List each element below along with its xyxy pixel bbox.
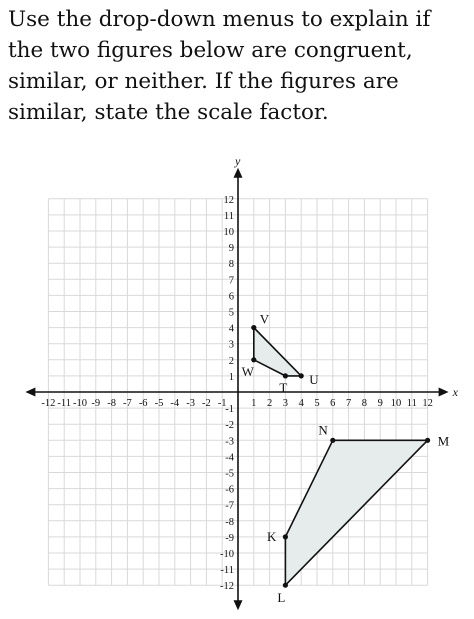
y-tick-label: 11 <box>223 210 234 222</box>
vertex-label: M <box>437 433 450 449</box>
x-tick-label: -11 <box>57 398 72 409</box>
y-tick-label: -8 <box>225 516 234 528</box>
vertex-point <box>283 583 288 588</box>
y-tick-label: 6 <box>228 291 234 303</box>
x-tick-label: -3 <box>186 398 195 409</box>
vertex-point <box>283 534 288 539</box>
x-tick-label: 2 <box>266 398 273 409</box>
x-tick-label: -10 <box>73 398 87 409</box>
y-axis-label: y <box>235 153 241 168</box>
figure-polygon <box>285 440 427 585</box>
x-tick-label: 6 <box>330 398 336 409</box>
x-tick-label: 1 <box>251 398 257 409</box>
y-tick-label: -6 <box>225 484 234 496</box>
vertex-point <box>330 438 335 443</box>
x-tick-label: -5 <box>154 398 164 409</box>
x-tick-label: -12 <box>41 398 56 409</box>
x-tick-label: -2 <box>202 398 211 409</box>
x-tick-label: 3 <box>282 398 289 409</box>
y-tick-label: -3 <box>225 436 234 448</box>
y-tick-label: -4 <box>225 452 234 464</box>
y-tick-label: 3 <box>228 339 234 351</box>
y-tick-label: -11 <box>220 565 234 577</box>
y-tick-label: 1 <box>228 371 234 383</box>
vertex-label: U <box>309 371 319 387</box>
vertex-point <box>299 373 304 378</box>
y-tick-label: -1 <box>225 404 234 416</box>
x-tick-label: -9 <box>91 398 101 409</box>
y-tick-label: 2 <box>228 355 234 367</box>
vertex-label: N <box>318 422 328 438</box>
x-tick-label: 9 <box>377 398 383 409</box>
x-tick-label: 11 <box>406 398 417 409</box>
x-tick-label: -1 <box>217 398 227 409</box>
figure-polygon <box>254 328 301 376</box>
y-tick-label: -5 <box>225 468 234 480</box>
vertex-point <box>425 438 430 443</box>
y-axis-arrow-up <box>234 168 243 178</box>
vertex-label: T <box>279 379 288 395</box>
y-axis-arrow-down <box>234 600 243 610</box>
x-axis-label: x <box>452 385 458 399</box>
vertex-point <box>283 373 288 378</box>
y-tick-label: 7 <box>228 275 234 287</box>
x-tick-label: -7 <box>123 398 132 409</box>
vertex-point <box>251 357 256 362</box>
x-axis-arrow-left <box>25 388 35 397</box>
x-tick-label: -6 <box>138 398 148 409</box>
x-tick-label: -4 <box>170 398 180 409</box>
y-tick-label: -12 <box>220 581 234 593</box>
vertex-label: L <box>277 590 286 606</box>
tick-labels <box>41 195 432 592</box>
figures <box>242 312 450 606</box>
vertex-label: W <box>241 363 254 379</box>
x-tick-label: 10 <box>390 398 402 409</box>
y-tick-label: 4 <box>228 323 234 335</box>
x-tick-label: 5 <box>314 398 320 409</box>
x-tick-label: 8 <box>361 398 368 409</box>
vertex-point <box>251 325 256 330</box>
x-tick-label: 7 <box>345 398 352 409</box>
y-tick-label: 12 <box>223 194 234 206</box>
y-tick-label: -7 <box>225 500 234 512</box>
y-tick-label: -10 <box>220 549 234 560</box>
vertex-label: V <box>259 311 270 327</box>
question-text: Use the drop-down menus to explain if the two figures below are congruent, similar, or neither. If the figures are similar, state the scale factor. <box>8 7 431 125</box>
axes <box>25 154 458 610</box>
y-tick-label: -2 <box>225 420 234 432</box>
vertex-label: K <box>267 528 277 544</box>
x-tick-label: 12 <box>422 398 433 409</box>
y-tick-label: 8 <box>228 259 234 271</box>
x-axis-arrow-right <box>439 388 449 397</box>
y-tick-label: 5 <box>228 307 234 319</box>
x-tick-label: 4 <box>298 398 304 409</box>
x-tick-label: -8 <box>107 398 116 409</box>
y-tick-label: -9 <box>225 532 234 544</box>
y-tick-label: 10 <box>223 227 234 238</box>
y-tick-label: 9 <box>228 243 234 255</box>
